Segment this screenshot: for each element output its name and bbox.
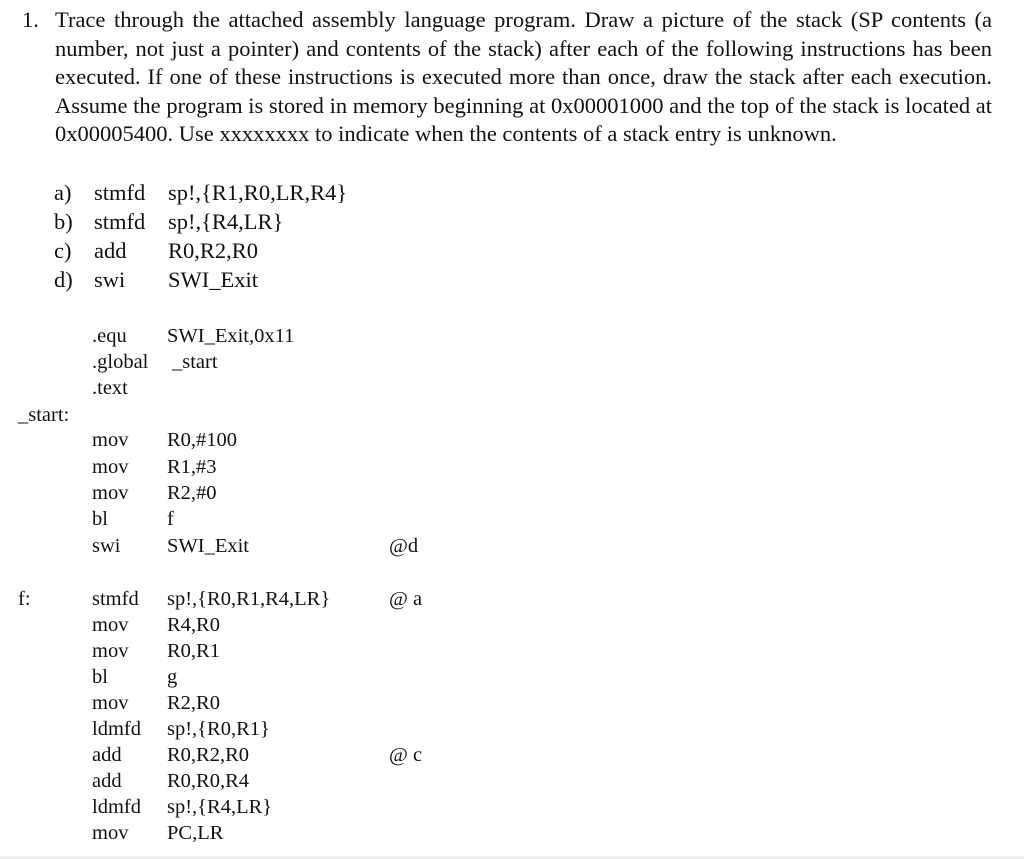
question-items bbox=[54, 178, 347, 294]
question-item-b bbox=[54, 207, 347, 236]
question-block bbox=[22, 6, 992, 149]
code-args: R0,#100 bbox=[167, 429, 238, 451]
code-args: R0,R1 bbox=[167, 640, 220, 662]
code-op: .equ bbox=[92, 325, 127, 347]
item-letter: c) bbox=[54, 238, 72, 263]
page-edge-shadow bbox=[0, 855, 1024, 859]
code-args: R2,#0 bbox=[167, 482, 217, 504]
code-args: g bbox=[167, 666, 178, 688]
item-args: sp!,{R4,LR} bbox=[168, 209, 284, 234]
code-op: ldmfd bbox=[92, 796, 141, 818]
code-op: add bbox=[92, 770, 122, 792]
code-op: mov bbox=[92, 640, 129, 662]
code-op: mov bbox=[92, 822, 129, 844]
code-op: stmfd bbox=[92, 588, 139, 610]
item-args: R0,R2,R0 bbox=[168, 238, 259, 263]
question-item-d bbox=[54, 265, 347, 294]
code-args: R0,R0,R4 bbox=[167, 770, 250, 792]
code-op: mov bbox=[92, 614, 129, 636]
code-args: R0,R2,R0 bbox=[167, 744, 250, 766]
question-item-a bbox=[54, 178, 347, 207]
start-label: _start: bbox=[18, 404, 70, 426]
code-op: bl bbox=[92, 508, 108, 530]
code-op: mov bbox=[92, 429, 129, 451]
code-op: mov bbox=[92, 482, 129, 504]
code-comment: @d bbox=[389, 535, 419, 557]
code-op: bl bbox=[92, 666, 108, 688]
code-comment: @ c bbox=[389, 744, 423, 766]
code-args: sp!,{R0,R1,R4,LR} bbox=[167, 588, 331, 610]
code-op: .global bbox=[92, 351, 149, 373]
code-args: _start bbox=[172, 351, 218, 373]
code-args: SWI_Exit bbox=[167, 535, 249, 557]
item-args: SWI_Exit bbox=[168, 267, 258, 292]
item-op: stmfd bbox=[94, 209, 146, 234]
code-op: swi bbox=[92, 535, 121, 557]
item-letter: b) bbox=[54, 209, 73, 234]
f-label: f: bbox=[18, 588, 31, 610]
code-args: SWI_Exit,0x11 bbox=[167, 325, 295, 347]
item-letter: d) bbox=[54, 267, 73, 292]
code-args: PC,LR bbox=[167, 822, 224, 844]
item-letter: a) bbox=[54, 180, 72, 205]
code-args: R1,#3 bbox=[167, 456, 217, 478]
item-op: add bbox=[94, 238, 127, 263]
item-args: sp!,{R1,R0,LR,R4} bbox=[168, 180, 348, 205]
code-args: sp!,{R0,R1} bbox=[167, 718, 270, 740]
code-args: sp!,{R4,LR} bbox=[167, 796, 273, 818]
question-text: Trace through the attached assembly language program. Draw a picture of the stack (SP contents (a number, not just a pointer) and contents of the stack) after each of the following instructions has been executed. If one of these instructions is executed more than once, draw the stack after each execution. Assume the program is stored in memory beginning at 0x00001000 and the top of the stack is located at 0x00005400. Use xxxxxxxx to indicate when the contents of a stack entry is unknown. bbox=[55, 7, 992, 147]
item-op: stmfd bbox=[94, 180, 146, 205]
code-op: mov bbox=[92, 456, 129, 478]
code-args: f bbox=[167, 508, 174, 530]
code-comment: @ a bbox=[389, 588, 423, 610]
question-number: 1. bbox=[22, 7, 39, 32]
item-op: swi bbox=[94, 267, 126, 292]
code-op: .text bbox=[92, 377, 128, 399]
code-args: R2,R0 bbox=[167, 692, 220, 714]
code-op: add bbox=[92, 744, 122, 766]
code-op: mov bbox=[92, 692, 129, 714]
code-op: ldmfd bbox=[92, 718, 141, 740]
code-args: R4,R0 bbox=[167, 614, 220, 636]
question-item-c bbox=[54, 236, 347, 265]
